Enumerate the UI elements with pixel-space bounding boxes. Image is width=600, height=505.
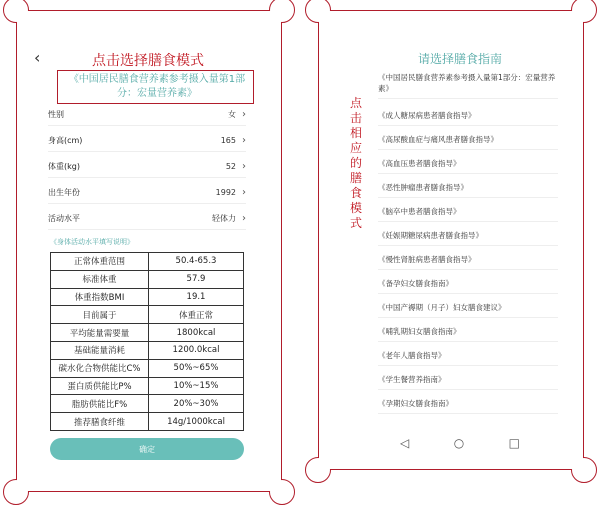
form-label: 出生年份 <box>48 188 80 197</box>
table-row: 标准体重 57.9 <box>51 270 244 288</box>
guide-item[interactable]: 《成人糖尿病患者膳食指导》 <box>378 110 558 126</box>
confirm-button[interactable]: 确定 <box>50 438 244 460</box>
table-row: 推荐膳食纤维 14g/1000kcal <box>51 413 244 431</box>
table-row: 目前属于 体重正常 <box>51 306 244 324</box>
form-value: 1992 <box>215 188 236 197</box>
table-row: 脂肪供能比F% 20%~30% <box>51 395 244 413</box>
form-value: 轻体力 <box>212 214 236 223</box>
chevron-right-icon: › <box>242 109 246 120</box>
nav-back-icon[interactable]: ◁ <box>400 436 410 450</box>
chevron-right-icon: › <box>242 161 246 172</box>
guide-item[interactable]: 《高血压患者膳食指导》 <box>378 158 558 174</box>
guide-item[interactable]: 《妊娠期糖尿病患者膳食指导》 <box>378 230 558 246</box>
guide-item[interactable]: 《脑卒中患者膳食指导》 <box>378 206 558 222</box>
system-nav-bar <box>400 436 520 450</box>
reference-title-link[interactable]: 《中国居民膳食营养素参考摄入量第1部分：宏量营养素》 <box>68 74 246 99</box>
table-row: 碳水化合物供能比C% 50%~65% <box>51 359 244 377</box>
table-row: 正常体重范围 50.4-65.3 <box>51 253 244 271</box>
table-row: 基础能量消耗 1200.0kcal <box>51 341 244 359</box>
form-row-activity-level[interactable] <box>48 208 246 230</box>
form-value: 52 <box>225 162 236 171</box>
chevron-right-icon: › <box>242 135 246 146</box>
guide-item[interactable]: 《备孕妇女膳食指南》 <box>378 278 558 294</box>
guide-item[interactable]: 《中国居民膳食营养素参考摄入量第1部分：宏量营养素》 <box>378 72 558 99</box>
guide-item[interactable]: 《孕期妇女膳食指南》 <box>378 398 558 414</box>
form-label: 身高(cm) <box>48 136 83 145</box>
table-row: 体重指数BMI 19.1 <box>51 288 244 306</box>
form-row-weight[interactable] <box>48 156 246 178</box>
form-value: 女 <box>228 110 236 119</box>
activity-help-link[interactable]: 《身体活动水平填写说明》 <box>50 238 134 246</box>
form-label: 活动水平 <box>48 214 80 223</box>
guide-item[interactable]: 《老年人膳食指导》 <box>378 350 558 366</box>
guide-item[interactable]: 《慢性肾脏病患者膳食指导》 <box>378 254 558 270</box>
form-row-height[interactable] <box>48 130 246 152</box>
guide-item[interactable]: 《高尿酸血症与痛风患者膳食指导》 <box>378 134 558 150</box>
table-row: 平均能量需要量 1800kcal <box>51 324 244 342</box>
nav-home-icon[interactable]: ○ <box>453 436 465 450</box>
page-title: 请选择膳食指南 <box>417 52 502 66</box>
back-icon[interactable]: ‹ <box>34 48 41 67</box>
form-value: 165 <box>220 136 236 145</box>
guide-item[interactable]: 《学生餐营养指南》 <box>378 374 558 390</box>
nav-recents-icon[interactable]: □ <box>508 436 520 450</box>
form-row-gender[interactable] <box>48 104 246 126</box>
chevron-right-icon: › <box>242 213 246 224</box>
form-label: 体重(kg) <box>48 162 80 171</box>
form-label: 性别 <box>48 110 64 119</box>
annotation-select-mode: 点击选择膳食模式 <box>92 53 204 69</box>
table-row: 蛋白质供能比P% 10%~15% <box>51 377 244 395</box>
annotation-click-mode: 点击相应的膳食模式 <box>350 96 363 230</box>
form-row-birth-year[interactable] <box>48 182 246 204</box>
chevron-right-icon: › <box>242 187 246 198</box>
guide-item[interactable]: 《哺乳期妇女膳食指南》 <box>378 326 558 342</box>
guide-item[interactable]: 《恶性肿瘤患者膳食指导》 <box>378 182 558 198</box>
guide-item[interactable]: 《中国产褥期（月子）妇女膳食建议》 <box>378 302 558 318</box>
results-table <box>50 252 244 431</box>
